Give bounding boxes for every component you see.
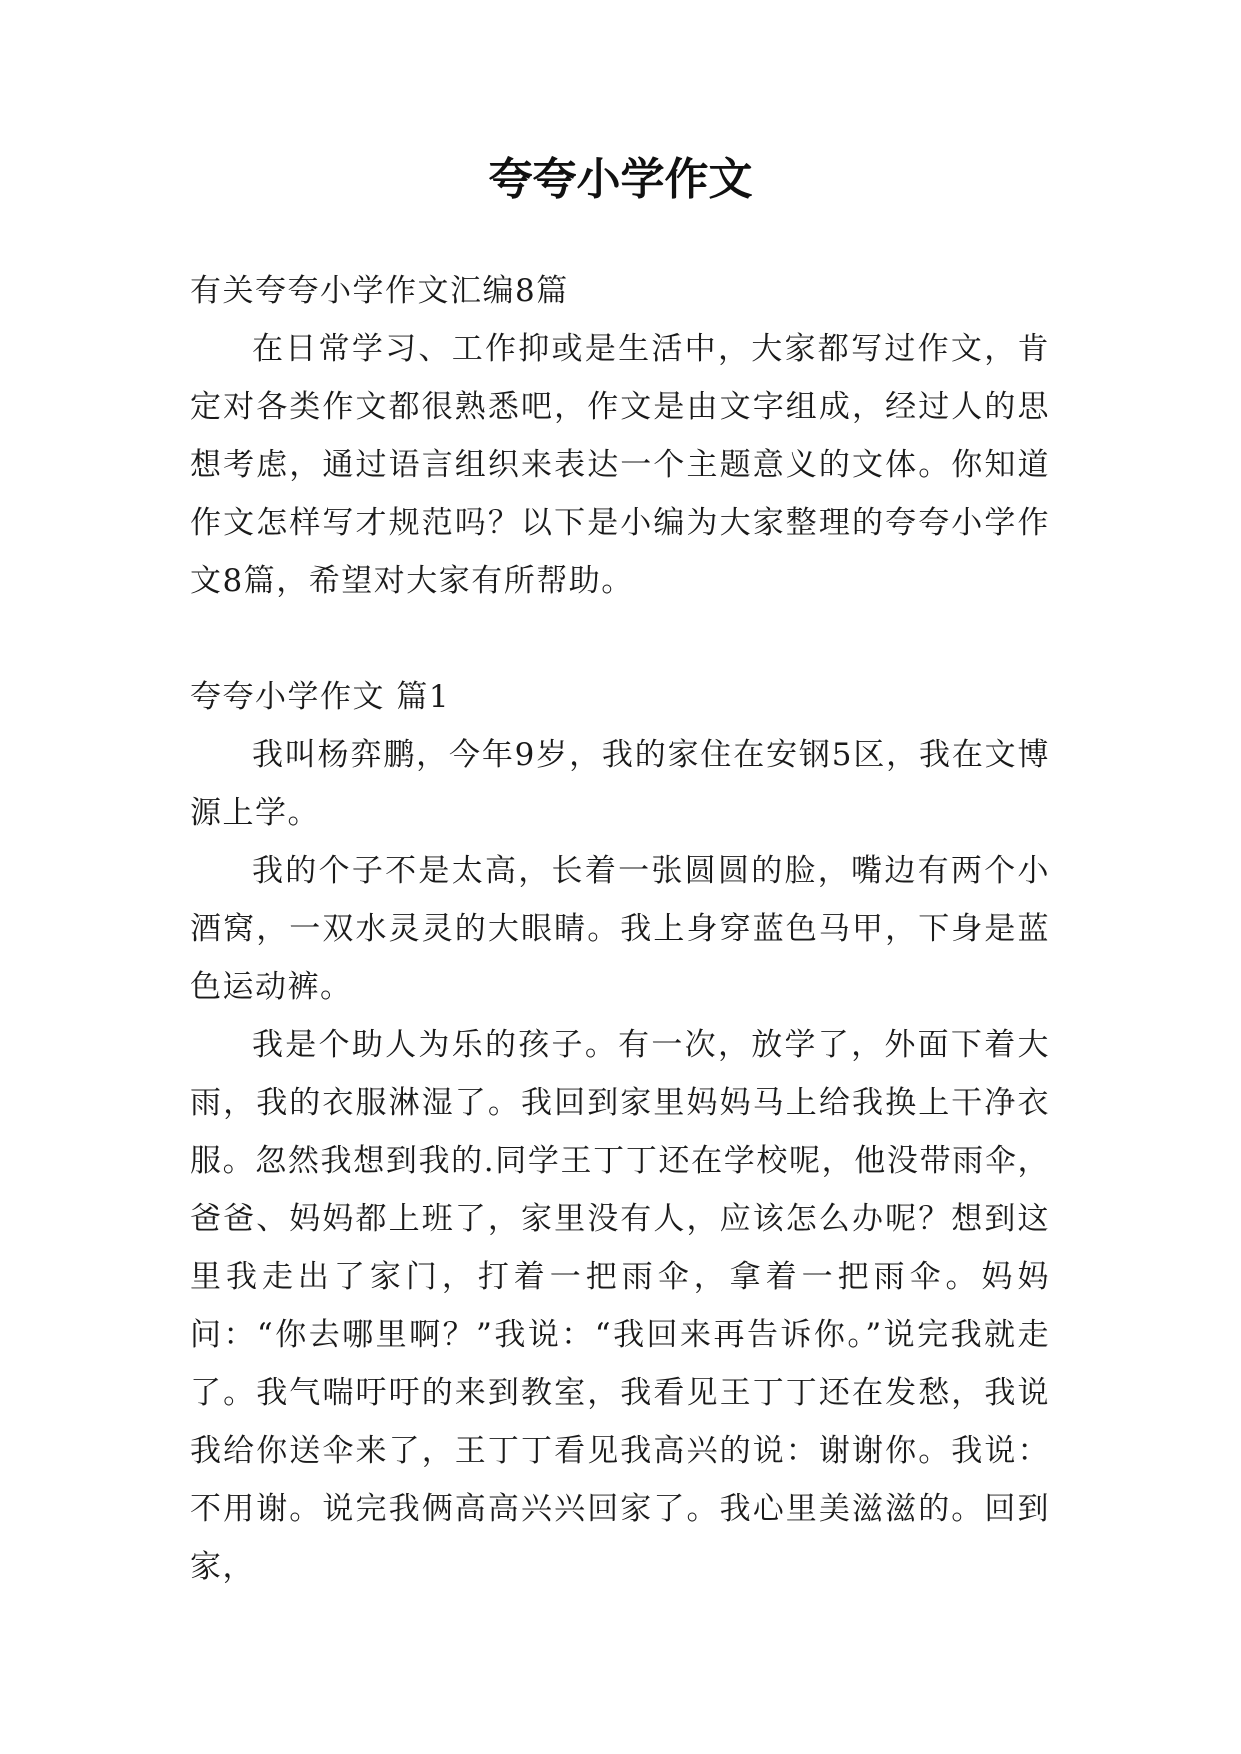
document-body [190, 262, 1050, 1596]
body-paragraph: 我是个助人为乐的孩子。有一次，放学了，外面下着大雨，我的衣服淋湿了。我回到家里妈妈马上给我换上干净衣服。忽然我想到我的.同学王丁丁还在学校呢，他没带雨伞，爸爸、妈妈都上班了，家里没有人，应该怎么办呢？想到这里我走出了家门，打着一把雨伞，拿着一把雨伞。妈妈问：“你去哪里啊？”我说：“我回来再告诉你。”说完我就走了。我气喘吁吁的来到教室，我看见王丁丁还在发愁，我说我给你送伞来了，王丁丁看见我高兴的说：谢谢你。我说：不用谢。说完我俩高高兴兴回家了。我心里美滋滋的。回到家， [190, 1027, 1050, 1585]
body-paragraph: 我的个子不是太高，长着一张圆圆的脸，嘴边有两个小酒窝，一双水灵灵的大眼睛。我上身穿蓝色马甲，下身是蓝色运动裤。 [190, 853, 1050, 1005]
intro-heading: 有关夸夸小学作文汇编8篇 [190, 273, 569, 309]
section-spacer [190, 610, 1050, 668]
intro-paragraph: 在日常学习、工作抑或是生活中，大家都写过作文，肯定对各类作文都很熟悉吧，作文是由文字组成，经过人的思想考虑，通过语言组织来表达一个主题意义的文体。你知道作文怎样写才规范吗？以下是小编为大家整理的夸夸小学作文8篇，希望对大家有所帮助。 [190, 331, 1050, 599]
document-title: 夸夸小学作文 [488, 154, 753, 205]
body-paragraph: 我叫杨弈鹏，今年9岁，我的家住在安钢5区，我在文博源上学。 [190, 737, 1050, 831]
section-heading: 夸夸小学作文 篇1 [190, 679, 451, 715]
